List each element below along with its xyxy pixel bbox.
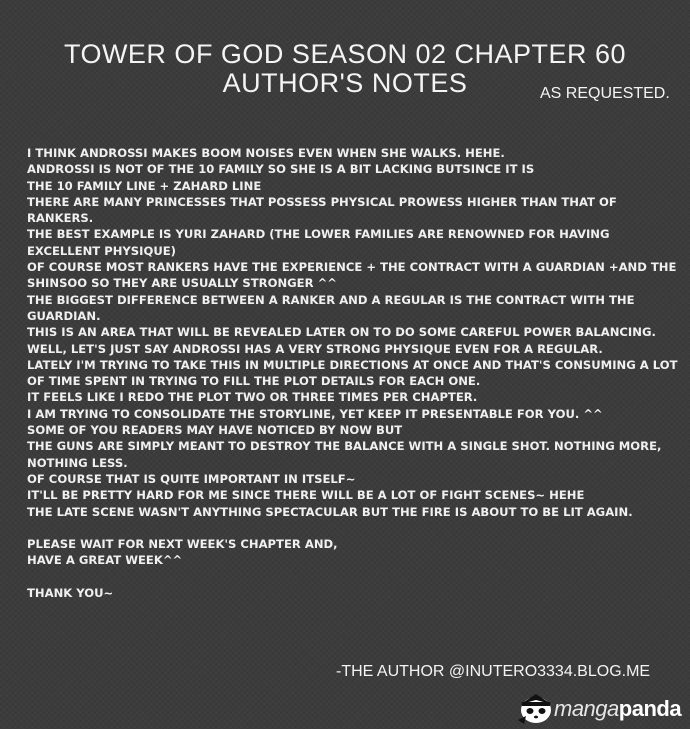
note-line: THIS IS AN AREA THAT WILL BE REVEALED LATER ON TO DO SOME CAREFUL POWER BALANCING. bbox=[27, 325, 656, 340]
note-line: THE GUNS ARE SIMPLY MEANT TO DESTROY THE BALANCE WITH A SINGLE SHOT. NOTHING MORE, bbox=[27, 439, 662, 454]
as-requested-label: AS REQUESTED. bbox=[540, 85, 670, 102]
note-line: THERE ARE MANY PRINCESSES THAT POSSESS PHYSICAL PROWESS HIGHER THAN THAT OF bbox=[27, 194, 617, 209]
note-line: OF COURSE MOST RANKERS HAVE THE EXPERIENCE + THE CONTRACT WITH A GUARDIAN +AND THE bbox=[27, 260, 677, 275]
note-line: LATELY I'M TRYING TO TAKE THIS IN MULTIPLE DIRECTIONS AT ONCE AND THAT'S CONSUMING A LOT bbox=[27, 357, 678, 372]
notes-body bbox=[27, 145, 678, 601]
note-line: PLEASE WAIT FOR NEXT WEEK'S CHAPTER AND, bbox=[27, 537, 338, 552]
note-line: SOME OF YOU READERS MAY HAVE NOTICED BY NOW BUT bbox=[27, 423, 403, 438]
panda-logo-icon bbox=[516, 690, 556, 726]
blank-line bbox=[27, 569, 667, 585]
logo-panda-text: panda bbox=[618, 696, 682, 721]
note-line: IT'LL BE PRETTY HARD FOR ME SINCE THERE WILL BE A LOT OF FIGHT SCENES~ HEHE bbox=[27, 488, 585, 503]
note-line: WELL, LET'S JUST SAY ANDROSSI HAS A VERY STRONG PHYSIQUE EVEN FOR A REGULAR. bbox=[27, 341, 603, 356]
note-line: I THINK ANDROSSI MAKES BOOM NOISES EVEN WHEN SHE WALKS. HEHE. bbox=[27, 146, 505, 160]
page-title: TOWER OF GOD SEASON 02 CHAPTER 60 bbox=[63, 39, 627, 69]
note-line: THE BEST EXAMPLE IS YURI ZAHARD (THE LOWER FAMILIES ARE RENOWNED FOR HAVING bbox=[27, 227, 610, 242]
note-line: IT FEELS LIKE I REDO THE PLOT TWO OR THREE TIMES PER CHAPTER. bbox=[27, 390, 478, 405]
note-line: EXCELLENT PHYSIQUE) bbox=[27, 243, 176, 258]
logo-manga-text: manga bbox=[554, 696, 619, 721]
note-line: NOTHING LESS. bbox=[27, 455, 128, 470]
note-line: THE BIGGEST DIFFERENCE BETWEEN A RANKER AND A REGULAR IS THE CONTRACT WITH THE bbox=[27, 292, 635, 307]
note-line: OF TIME SPENT IN TRYING TO FILL THE PLOT DETAILS FOR EACH ONE. bbox=[27, 374, 481, 389]
logo-wordmark bbox=[554, 696, 681, 722]
author-signature: -THE AUTHOR @INUTERO3334.BLOG.ME bbox=[336, 663, 651, 680]
note-line: OF COURSE THAT IS QUITE IMPORTANT IN ITSELF~ bbox=[27, 471, 356, 486]
note-line: HAVE A GREAT WEEK^^ bbox=[27, 553, 183, 568]
note-line: THANK YOU~ bbox=[27, 586, 114, 601]
page-subtitle-heading: AUTHOR'S NOTES bbox=[222, 68, 468, 98]
note-line: THE LATE SCENE WASN'T ANYTHING SPECTACULAR BUT THE FIRE IS ABOUT TO BE LIT AGAIN. bbox=[27, 504, 633, 519]
note-line: RANKERS. bbox=[27, 211, 94, 226]
mangapanda-logo bbox=[516, 690, 686, 726]
note-line: THE 10 FAMILY LINE + ZAHARD LINE bbox=[27, 178, 262, 193]
note-line: SHINSOO SO THEY ARE USUALLY STRONGER ^^ bbox=[27, 276, 337, 291]
blank-line bbox=[27, 520, 667, 536]
note-line: GUARDIAN. bbox=[27, 308, 101, 323]
note-line: ANDROSSI IS NOT OF THE 10 FAMILY SO SHE IS A BIT LACKING BUTSINCE IT IS bbox=[27, 162, 535, 177]
note-line: I AM TRYING TO CONSOLIDATE THE STORYLINE, YET KEEP IT PRESENTABLE FOR YOU. ^^ bbox=[27, 406, 603, 421]
